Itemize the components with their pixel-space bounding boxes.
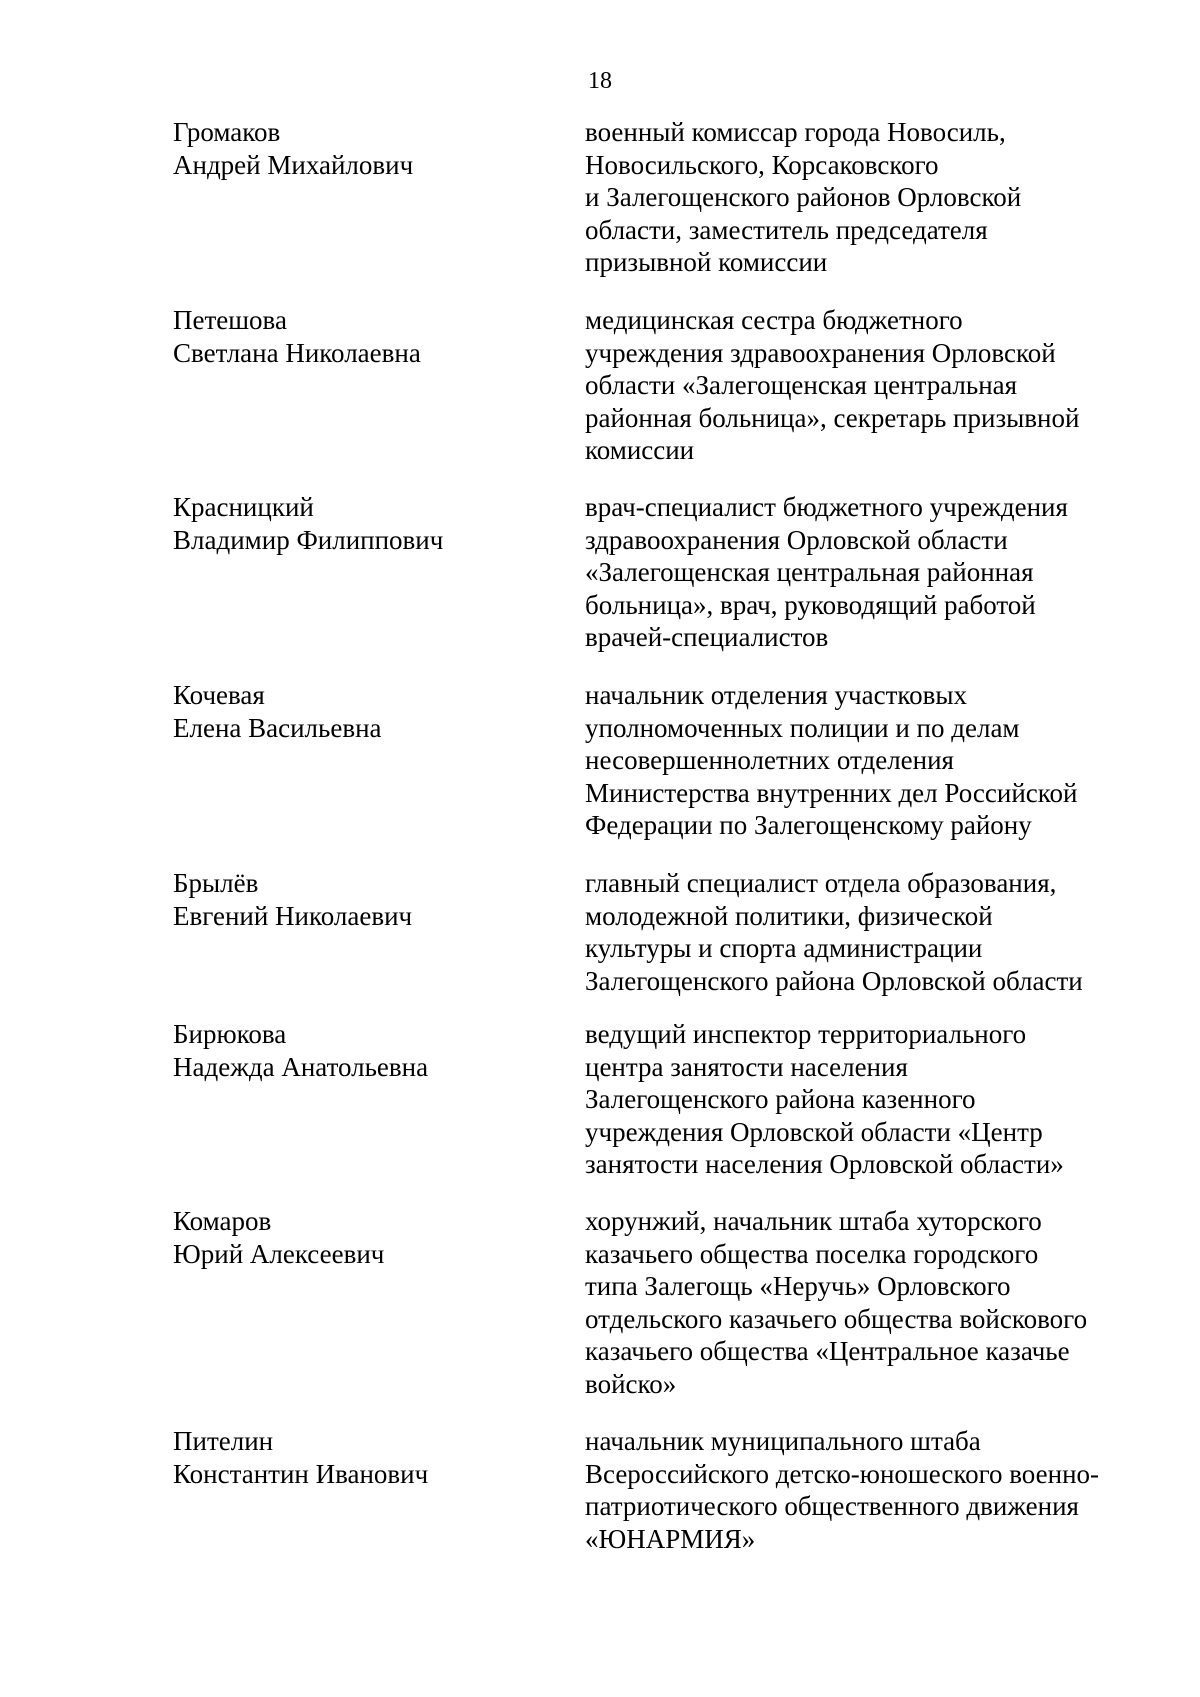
role-line: начальник отделения участковых	[585, 680, 968, 710]
role-line: главный специалист отдела образования,	[585, 868, 1057, 898]
role-line: и Залегощенского районов Орловской	[585, 182, 1022, 213]
role-line: патриотического общественного движения	[585, 1491, 1079, 1522]
member-given-names: Владимир Филиппович	[173, 524, 444, 555]
member-surname: Красницкий	[173, 492, 314, 522]
member-role	[585, 1205, 1145, 1401]
member-name	[173, 1425, 573, 1490]
role-line: Новосильского, Корсаковского	[585, 149, 939, 180]
role-line: центра занятости населения	[585, 1051, 908, 1082]
role-line: учреждения здравоохранения Орловской	[585, 337, 1056, 368]
role-line: районная больница», секретарь призывной	[585, 402, 1080, 433]
role-line: призывной комиссии	[585, 247, 828, 278]
role-line: казачьего общества «Центральное казачье	[585, 1336, 1070, 1367]
member-surname: Пителин	[173, 1426, 274, 1456]
role-line: Всероссийского детско-юношеского военно-	[585, 1458, 1100, 1489]
role-line: Залегощенского района казенного	[585, 1084, 976, 1115]
member-given-names: Надежда Анатольевна	[173, 1051, 429, 1082]
member-given-names: Елена Васильевна	[173, 712, 382, 743]
role-line: больница», врач, руководящий работой	[585, 589, 1036, 620]
role-line: занятости населения Орловской области»	[585, 1149, 1064, 1180]
member-name	[173, 491, 573, 556]
role-line: врачей-специалистов	[585, 622, 829, 653]
role-line: военный комиссар города Новосиль,	[585, 117, 1006, 147]
member-given-names: Андрей Михайлович	[173, 149, 414, 180]
member-surname: Кочевая	[173, 680, 265, 710]
member-role	[585, 1425, 1145, 1555]
member-name	[173, 116, 573, 181]
role-line: хорунжий, начальник штаба хуторского	[585, 1206, 1042, 1236]
member-surname: Брылёв	[173, 868, 259, 898]
role-line: культуры и спорта администрации	[585, 933, 983, 964]
role-line: учреждения Орловской области «Центр	[585, 1116, 1043, 1147]
page-number: 18	[588, 68, 612, 94]
role-line: «Залегощенская центральная районная	[585, 557, 1034, 588]
member-given-names: Светлана Николаевна	[173, 337, 421, 368]
role-line: Министерства внутренних дел Российской	[585, 777, 1078, 808]
member-surname: Комаров	[173, 1206, 272, 1236]
role-line: ведущий инспектор территориального	[585, 1019, 1027, 1049]
role-line: молодежной политики, физической	[585, 900, 993, 931]
role-line: Федерации по Залегощенскому району	[585, 810, 1032, 841]
member-surname: Петешова	[173, 305, 287, 335]
role-line: области, заместитель председателя	[585, 214, 988, 245]
member-given-names: Юрий Алексеевич	[173, 1238, 385, 1269]
role-line: врач-специалист бюджетного учреждения	[585, 492, 1068, 522]
member-name	[173, 1205, 573, 1270]
member-given-names: Константин Иванович	[173, 1458, 429, 1489]
member-surname: Громаков	[173, 117, 281, 147]
role-line: типа Залегощь «Неручь» Орловского	[585, 1271, 1011, 1302]
member-name	[173, 304, 573, 369]
member-given-names: Евгений Николаевич	[173, 900, 413, 931]
role-line: Залегощенского района Орловской области	[585, 965, 1083, 996]
member-role	[585, 867, 1145, 997]
role-line: отдельского казачьего общества войскового	[585, 1303, 1088, 1334]
member-role	[585, 116, 1145, 279]
member-name	[173, 867, 573, 932]
member-role	[585, 679, 1145, 842]
member-role	[585, 491, 1145, 654]
role-line: «ЮНАРМИЯ»	[585, 1523, 756, 1554]
role-line: несовершеннолетних отделения	[585, 745, 954, 776]
role-line: казачьего общества поселка городского	[585, 1238, 1039, 1269]
member-name	[173, 679, 573, 744]
role-line: здравоохранения Орловской области	[585, 524, 1008, 555]
role-line: медицинская сестра бюджетного	[585, 305, 963, 335]
role-line: комиссии	[585, 435, 695, 466]
member-role	[585, 304, 1145, 467]
member-role	[585, 1018, 1145, 1181]
member-surname: Бирюкова	[173, 1019, 287, 1049]
role-line: уполномоченных полиции и по делам	[585, 712, 1020, 743]
role-line: начальник муниципального штаба	[585, 1426, 981, 1456]
role-line: войско»	[585, 1368, 677, 1399]
member-name	[173, 1018, 573, 1083]
role-line: области «Залегощенская центральная	[585, 370, 1018, 401]
